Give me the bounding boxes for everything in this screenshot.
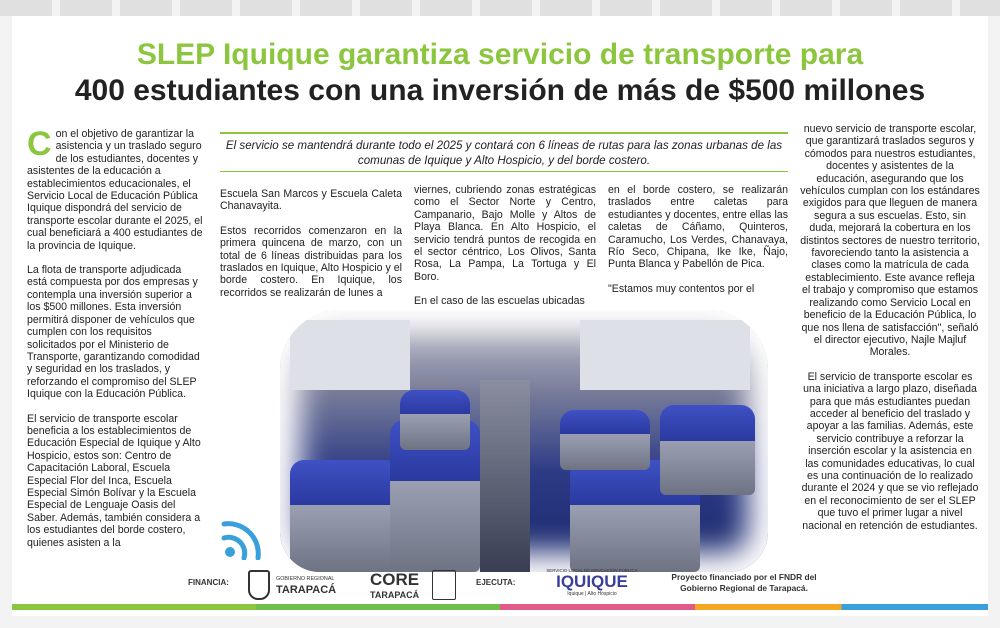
- bus-aisle: [480, 380, 530, 572]
- wifi-icon: [220, 514, 276, 560]
- paragraph: viernes, cubriendo zonas estratégicas como el Sector Norte y Centro, Campanario, Bajo Molle y Altos de Playa Blanca. En Alto Hospicio, el servicio tendrá puntos de recogida en el sector céntrico, Los Olivos, Santa Rosa, La Pampa, La Tortuga y El Boro.: [414, 184, 596, 283]
- core-logo: [370, 570, 460, 604]
- paragraph: En el caso de las escuelas ubicadas: [414, 295, 585, 308]
- logo-name: CORE: [370, 570, 420, 589]
- bus-seat: [400, 390, 470, 450]
- bus-seat: [560, 410, 650, 470]
- bus-interior-photo: [280, 310, 768, 572]
- paragraph: La flota de transporte adjudicada está compuesta por dos empresas y contempla una inversión superior a los $500 millones. Esta inversión permitirá disponer de vehículos que cumplen con los requisitos solicitados por el Ministerio de Transporte, garantizando comodidad y seguridad en los traslados, y reforzando el compromiso del SLEP Iquique con la Educación Pública.: [27, 264, 200, 401]
- paragraph-intro: [27, 125, 203, 252]
- paragraph: en el borde costero, se realizarán traslados entre caletas para estudiantes y docentes, entre ellas las caletas de Cáñamo, Quinteros, Caramucho, Los Verdes, Chanavaya, Río Seco, Chipana, Ike Ike, Ñajo, Punta Blanca y Pabellón de Pica.: [608, 184, 788, 271]
- headline-line-1: SLEP Iquique garantiza servicio de transporte para: [136, 38, 864, 71]
- emblem-icon: [432, 570, 456, 600]
- logo-small-text: GOBIERNO REGIONAL: [276, 576, 335, 582]
- logo-name: IQUIQUE: [556, 572, 628, 591]
- top-stripe: [0, 0, 1000, 16]
- column-4: [608, 184, 788, 307]
- bus-window: [580, 320, 750, 390]
- headline-line-2: 400 estudiantes con una inversión de más de $500 millones: [74, 74, 926, 107]
- ejecuta-label: EJECUTA:: [476, 578, 516, 587]
- logo-subtitle: TARAPACÁ: [370, 590, 420, 600]
- bus-window: [290, 320, 410, 390]
- logo-name: TARAPACÁ: [276, 584, 337, 596]
- paragraph: El servicio de transporte escolar es una iniciativa a largo plazo, diseñada para que más estudiantes puedan acceder al beneficio del traslado y apoyar a las familias. Además, este servicio contribuye a reforzar la inserción escolar y la asistencia en las comunidades educativas, lo cual es una continuación de lo realizado durante el 2024 y que se vio reflejado en el reconocimiento de ser el SLEP que tuvo el primer lugar a nivel nacional en retención de estudiantes.: [801, 370, 979, 532]
- article-page: [12, 16, 988, 616]
- logo-subtitle: Iquique | Alto Hospicio: [567, 591, 617, 597]
- drop-cap: C: [27, 125, 52, 163]
- paragraph: El servicio de transporte escolar beneficia a los establecimientos de Educación Especial de Iquique y Alto Hospicio, estos son: Centro de Capacitación Laboral, Escuela Especial Flor del Inca, Escuela Especial Simón Bolívar y la Escuela Especial de Lenguaje Oasis del Saber. Además, también considera a los estudiantes del borde costero, quienes asisten a la: [27, 412, 201, 549]
- column-2: [220, 188, 402, 311]
- shield-icon: [248, 570, 270, 600]
- column-1: [27, 125, 203, 561]
- bus-seat: [660, 405, 755, 495]
- paragraph: Escuela San Marcos y Escuela Caleta Chanavayita.: [220, 188, 402, 213]
- pull-quote-callout: El servicio se mantendrá durante todo el 2025 y contará con 6 líneas de rutas para las zonas urbanas de las comunas de Iquique y Alto Hospicio, y del borde costero.: [220, 132, 788, 172]
- bus-seat: [290, 460, 400, 572]
- paragraph-text: on el objetivo de garantizar la asistencia y un traslado seguro de los estudiantes, docentes y asistentes de la educación a establecimientos educacionales, el Servicio Local de Educación Pública Iquique dispondrá del servicio de transporte escolar durante el 2025, el cual beneficiará a 400 estudiantes de la provincia de Iquique.: [27, 128, 203, 252]
- column-3: [414, 184, 596, 320]
- logo-small-text: SERVICIO LOCAL DE EDUCACIÓN PÚBLICA: [546, 568, 638, 573]
- project-note: Proyecto financiado por el FNDR del Gobierno Regional de Tarapacá.: [671, 572, 817, 593]
- paragraph: nuevo servicio de transporte escolar, que garantizará traslados seguros y cómodos para nuestros estudiantes, docentes y asistentes de la educación, asegurando que los vehículos cumplan con los estándares exigidos para que lleguen de manera segura a sus escuelas. Esto, sin duda, mejorará la cobertura en los distintos sectores de nuestro territorio, favoreciendo tanto la asistencia a clases como la matrícula de cada establecimiento. Este avance refleja el trabajo y compromiso que estamos realizando como Servicio Local en beneficio de la Educación Pública, lo que nos llena de satisfacción", señaló el director ejecutivo, Najle Majluf Morales.: [800, 123, 980, 359]
- gobierno-regional-logo: [248, 568, 340, 604]
- financia-label: FINANCIA:: [188, 578, 229, 587]
- bottom-color-bar: [12, 604, 988, 610]
- paragraph: Estos recorridos comenzaron en la primera quincena de marzo, con un total de 6 líneas distribuidas para los traslados en Iquique, Alto Hospicio y el borde costero. En Iquique, los recorridos se realizarán de lunes a: [220, 224, 402, 299]
- slep-iquique-logo: [542, 568, 642, 606]
- paragraph: "Estamos muy contentos por el: [608, 282, 755, 295]
- column-5: [800, 123, 980, 544]
